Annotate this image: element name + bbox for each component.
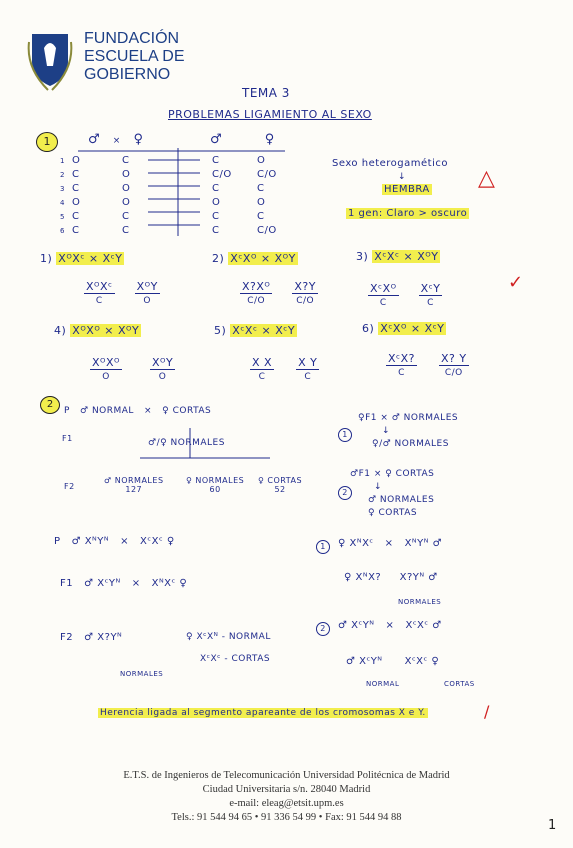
cross-5-result: $\frac{\text{X X}}{C} \frac{\text{X Y}}{C}$: [252, 356, 318, 382]
problem-1-number: 1: [43, 135, 51, 148]
problem-2-marker: [40, 396, 60, 414]
footer-line-4: Tels.: 91 544 94 65 • 91 336 54 99 • Fax: 91 544 94 88: [171, 812, 402, 823]
warning-triangle-icon: △: [478, 166, 495, 191]
cross-3: 3) XᶜXᶜ × XᴼY: [356, 250, 439, 263]
p2-genotype-f2: F2 ♂ X?Yᴺ: [60, 632, 123, 643]
footer-line-3: e-mail: eleag@etsit.upm.es: [229, 798, 344, 809]
circle-2: 2: [338, 486, 352, 500]
p2-genotype-f2-note: NORMALES: [120, 670, 164, 678]
check-mark-icon: ✓: [508, 272, 524, 293]
problem-1-marker: [36, 132, 58, 152]
footer-line-1: E.T.S. de Ingenieros de Telecomunicación Universidad Politécnica de Madrid: [123, 770, 450, 781]
check-slash-icon: /: [484, 702, 490, 721]
p2-f2-label: F2: [64, 482, 75, 491]
p2-genotype-p: P ♂ XᴺYᴺ × XᶜXᶜ ♀: [54, 536, 175, 547]
table-right-header: [210, 132, 275, 147]
table-row: 6 C C C C/O: [60, 225, 277, 236]
r1-result: ♀ XᴺX? X?Yᴺ ♂: [344, 572, 438, 583]
r2-note-left: NORMAL: [366, 680, 400, 688]
female-symbol: ♀: [264, 132, 275, 147]
cross-4: 4) XᴼXᴼ × XᴼY: [54, 324, 140, 337]
table-row: 5 C C C C: [60, 211, 265, 222]
page-number: 1: [548, 818, 557, 833]
male-symbol: ♂: [88, 132, 101, 147]
page-subtitle: PROBLEMAS LIGAMIENTO AL SEXO: [168, 108, 372, 121]
page-title: TEMA 3: [242, 86, 290, 100]
cross-6: 6) XᶜXᴼ × XᶜY: [362, 322, 445, 335]
r1-cross: ♀ XᴺXᶜ × XᴺYᴺ ♂: [338, 538, 443, 549]
logo-line-3: GOBIERNO: [84, 66, 171, 83]
table-body: [60, 154, 277, 238]
p2-branch-lines: [130, 428, 290, 472]
note-arrow: ↓: [398, 172, 407, 182]
cross-1-result: $\frac{\text{XᴼXᶜ}}{C} \frac{\text{XᴼY}}{O}$: [86, 280, 158, 306]
cross-1: 1) XᴼXᶜ × XᶜY: [40, 252, 123, 265]
cross-6-result: $\frac{\text{XᶜX?}}{C} \frac{X? Y}{C/O}$: [388, 352, 467, 378]
table-row: 3 C O C C: [60, 183, 265, 194]
table-row: 2 C O C/O C/O: [60, 169, 277, 180]
cross-symbol: ×: [112, 136, 121, 146]
note-sexo: Sexo heterogamético: [332, 158, 448, 169]
p2-parental: P ♂ NORMAL × ♀ CORTAS: [64, 406, 212, 416]
logo-line-2: ESCUELA DE: [84, 48, 185, 65]
cross-2: 2) XᶜXᴼ × XᴼY: [212, 252, 296, 265]
r2-result: ♂ XᶜYᴺ XᶜXᶜ ♀: [346, 656, 440, 667]
male-symbol: ♂: [210, 132, 223, 147]
p2-f2-item-2: ♀ NORMALES 60: [186, 476, 245, 494]
female-symbol: ♀: [133, 132, 144, 147]
circle-1: 1: [338, 428, 352, 442]
cross-5: 5) XᶜXᶜ × XᶜY: [214, 324, 296, 337]
circle-1b: 1: [316, 540, 330, 554]
right-a: ♀F1 × ♂ NORMALES ↓ ♀/♂ NORMALES: [358, 413, 459, 449]
cross-4-result: $\frac{\text{XᴼXᴼ}}{O} \frac{\text{XᴼY}}{O}$: [92, 356, 174, 382]
footer-line-2: Ciudad Universitaria s/n. 28040 Madrid: [202, 784, 371, 795]
logo-text: [84, 30, 184, 84]
circle-2b: 2: [316, 622, 330, 636]
logo-emblem: [26, 28, 74, 92]
table-row: 1 O C C O: [60, 155, 266, 166]
p2-f2-item-1: ♂ NORMALES 127: [104, 476, 164, 494]
right-b: ♂F1 × ♀ CORTAS ↓ ♂ NORMALES ♀ CORTAS: [350, 469, 435, 518]
p2-f1-label: F1: [62, 434, 73, 443]
table-left-header: [88, 132, 144, 147]
logo-line-1: FUNDACIÓN: [84, 30, 180, 47]
cross-2-result: $\frac{\text{X?Xᴼ}}{C/O} \frac{X?Y}{C/O}$: [242, 280, 316, 306]
r1-note: NORMALES: [398, 598, 442, 606]
p2-f2-item-3: ♀ CORTAS 52: [258, 476, 303, 494]
r2-cross: ♂ XᶜYᴺ × XᶜXᶜ ♂: [338, 620, 442, 631]
p2-genotype-f1: F1 ♂ XᶜYᴺ × XᴺXᶜ ♀: [60, 578, 188, 589]
table-row: 4 O O O O: [60, 197, 266, 208]
cross-3-result: $\frac{\text{XᶜXᴼ}}{C} \frac{\text{XᶜY}}{C}$: [370, 282, 441, 308]
note-gen: 1 gen: Claro > oscuro: [348, 208, 468, 219]
note-hembra: HEMBRA: [384, 184, 430, 195]
p2-genotype-f2-r1: ♀ XᶜXᴺ - NORMAL: [186, 632, 271, 642]
p2-f1: ♂/♀ NORMALES: [148, 438, 225, 448]
problem-2-number: 2: [46, 399, 54, 410]
r2-note-right: CORTAS: [444, 680, 475, 688]
p2-genotype-f2-r2: XᶜXᶜ - CORTAS: [200, 654, 271, 664]
conclusion: Herencia ligada al segmento apareante de los cromosomas X e Y.: [100, 708, 426, 718]
